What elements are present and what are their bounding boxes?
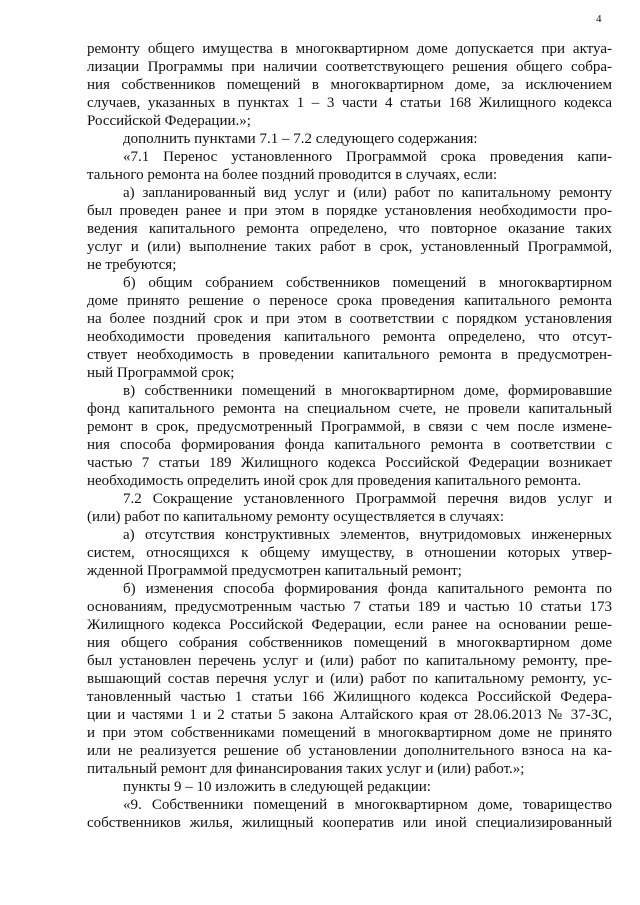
text-line: «7.1 Перенос установленного Программой срока проведения капи-	[123, 149, 612, 165]
text-line: или не реализуется решение об установлении дополнительного взноса на ка-	[87, 743, 612, 759]
text-line: тановленный частью 1 статьи 166 Жилищного кодекса Российской Федера-	[87, 689, 612, 705]
text-line: лизации Программы при наличии соответствующего решения общего собра-	[87, 59, 612, 75]
text-line: питальный ремонт для финансирования таких услуг и (или) работ.»;	[87, 761, 525, 777]
text-line: доме принято решение о переносе срока проведения капитального ремонта	[87, 293, 612, 309]
text-line: а) запланированный вид услуг и (или) работ по капитальному ремонту	[123, 185, 612, 201]
text-line: ремонту общего имущества в многоквартирном доме допускается при актуа-	[87, 41, 612, 57]
text-line: дополнить пунктами 7.1 – 7.2 следующего содержания:	[123, 131, 478, 147]
text-line: был проведен ранее и при этом в порядке установления необходимости про-	[87, 203, 612, 219]
text-line: Российской Федерации.»;	[87, 113, 251, 129]
text-line: ния собственников помещений в многоквартирном доме, за исключением	[87, 77, 612, 93]
text-line: «9. Собственники помещений в многоквартирном доме, товарищество	[123, 797, 612, 813]
text-line: ведения капитального ремонта определено, что повторное оказание таких	[87, 221, 612, 237]
text-line: 7.2 Сокращение установленного Программой перечня видов услуг и	[123, 491, 612, 507]
text-line: ния способа формирования фонда капитального ремонта в соответствии с	[87, 437, 612, 453]
text-line: (или) работ по капитальному ремонту осуществляется в случаях:	[87, 509, 504, 525]
text-line: случаев, указанных в пунктах 1 – 3 части 4 статьи 168 Жилищного кодекса	[87, 95, 612, 111]
text-line: собственников жилья, жилищный кооператив или иной специализированный	[87, 815, 612, 831]
text-line: в) собственники помещений в многоквартирном доме, формировавшие	[123, 383, 612, 399]
text-line: ный Программой срок;	[87, 365, 235, 381]
text-line: не требуются;	[87, 257, 177, 273]
text-line: необходимости проведения капитального ремонта определено, что отсут-	[87, 329, 612, 345]
text-line: ния общего собрания собственников помещений в многоквартирном доме	[87, 635, 612, 651]
text-line: на более поздний срок и при этом в соответствии с порядком установления	[87, 311, 612, 327]
text-line: фонд капитального ремонта на специальном счете, не провели капитальный	[87, 401, 612, 417]
text-line: услуг и (или) выполнение таких работ в срок, установленный Программой,	[87, 239, 612, 255]
text-line: частью 7 статьи 189 Жилищного кодекса Российской Федерации возникает	[87, 455, 612, 471]
text-line: тального ремонта на более поздний проводится в случаях, если:	[87, 167, 498, 183]
text-line: пункты 9 – 10 изложить в следующей редакции:	[123, 779, 431, 795]
text-line: ции и частями 1 и 2 статьи 5 закона Алтайского края от 28.06.2013 № 37-ЗС,	[87, 707, 612, 723]
text-line: основаниям, предусмотренным частью 7 статьи 189 и частью 10 статьи 173	[87, 599, 612, 615]
text-line: систем, относящихся к общему имуществу, в отношении которых утвер-	[87, 545, 612, 561]
text-line: необходимость определить иной срок для проведения капитального ремонта.	[87, 473, 582, 489]
text-line: б) общим собранием собственников помещений в многоквартирном	[123, 275, 612, 291]
text-line: вышающий состав перечня услуг и (или) работ по капитальному ремонту, ус-	[87, 671, 612, 687]
text-line: б) изменения способа формирования фонда капитального ремонта по	[123, 581, 612, 597]
text-line: и при этом собственниками помещений в многоквартирном доме не принято	[87, 725, 612, 741]
text-line: был установлен перечень услуг и (или) работ по капитальному ремонту, пре-	[87, 653, 612, 669]
page-number: 4	[596, 13, 602, 25]
text-line: ремонт в срок, предусмотренный Программой, в связи с чем после измене-	[87, 419, 612, 435]
text-line: жденной Программой предусмотрен капитальный ремонт;	[87, 563, 462, 579]
text-line: Жилищного кодекса Российской Федерации, если ранее на основании реше-	[87, 617, 612, 633]
text-line: а) отсутствия конструктивных элементов, внутридомовых инженерных	[123, 527, 612, 543]
text-line: ствует необходимость в проведении капитального ремонта в предусмотрен-	[87, 347, 612, 363]
